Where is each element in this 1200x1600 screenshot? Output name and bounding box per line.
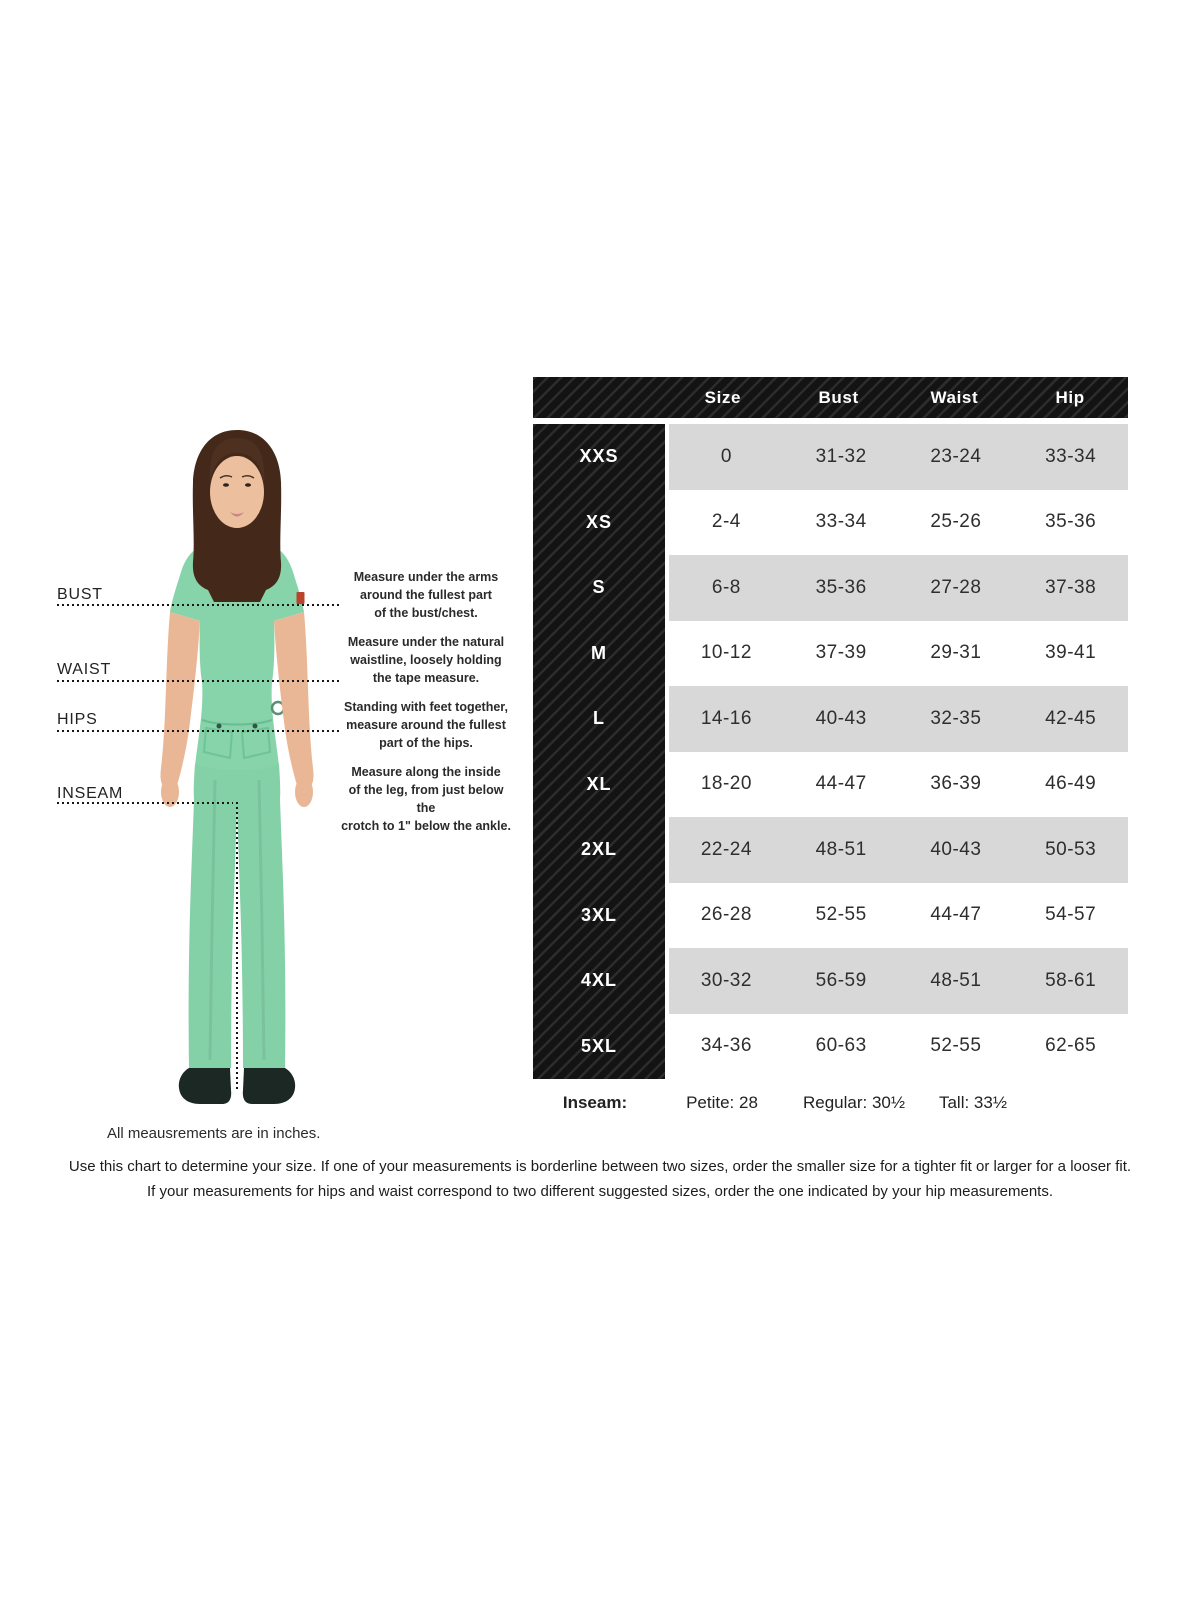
size-label: XS <box>585 511 612 532</box>
bust-value: 31-32 <box>815 445 867 467</box>
instruction-line: around the fullest part <box>360 588 492 602</box>
size-label: XL <box>586 773 612 794</box>
table-row-m <box>533 621 1128 687</box>
usage-note-line1: Use this chart to determine your size. If one of your measurements is borderline between two sizes, order the smaller size for a tighter fit or larger for a looser fit. <box>68 1158 1132 1175</box>
waist-value: 29-31 <box>930 642 982 664</box>
size-range-value: 10-12 <box>700 642 752 664</box>
hip-value: 54-57 <box>1045 904 1097 926</box>
size-label: 3XL <box>580 904 617 925</box>
waist-label: WAIST <box>57 661 112 678</box>
bust-dotted-line <box>57 604 340 606</box>
size-range-value: 6-8 <box>711 576 741 598</box>
table-row-4xl <box>533 948 1128 1014</box>
instruction-line: Standing with feet together, <box>344 700 508 714</box>
hip-value: 50-53 <box>1045 838 1097 860</box>
bust-label: BUST <box>57 586 103 603</box>
hip-value: 62-65 <box>1045 1035 1097 1057</box>
row-values <box>669 948 1128 1014</box>
hip-value: 46-49 <box>1045 773 1097 795</box>
inseam-row-label: Inseam: <box>562 1093 628 1112</box>
row-values <box>669 752 1128 818</box>
size-range-value: 2-4 <box>711 511 741 533</box>
hip-value: 37-38 <box>1045 576 1097 598</box>
waist-value: 23-24 <box>930 445 982 467</box>
table-row-3xl <box>533 883 1128 949</box>
size-label: M <box>591 642 607 663</box>
row-values <box>669 883 1128 949</box>
instruction-line: crotch to 1" below the ankle. <box>341 819 511 833</box>
size-range-value: 30-32 <box>700 969 752 991</box>
row-values <box>669 424 1128 490</box>
table-row-xs <box>533 490 1128 556</box>
table-body <box>533 424 1128 1079</box>
size-label: S <box>592 577 606 598</box>
size-label: 5XL <box>580 1035 617 1056</box>
table-row-xxs <box>533 424 1128 490</box>
instruction-line: Measure under the natural <box>347 635 505 649</box>
table-row-xl <box>533 752 1128 818</box>
waist-instructions <box>338 633 514 687</box>
hips-instructions <box>338 698 514 752</box>
waist-value: 32-35 <box>930 707 982 729</box>
size-range-value: 14-16 <box>700 707 752 729</box>
instruction-line: waistline, loosely holding <box>350 653 502 667</box>
table-row-s <box>533 555 1128 621</box>
instruction-line: Measure under the arms <box>353 570 499 584</box>
inseam-label: INSEAM <box>57 785 124 802</box>
hip-value: 58-61 <box>1045 969 1097 991</box>
bust-value: 44-47 <box>815 773 867 795</box>
row-values <box>669 686 1128 752</box>
size-range-value: 18-20 <box>700 773 752 795</box>
size-range-value: 0 <box>720 445 732 467</box>
size-label: XXS <box>579 446 619 467</box>
instruction-line: the tape measure. <box>372 671 480 685</box>
column-header-waist: Waist <box>930 387 979 407</box>
waist-value: 40-43 <box>930 838 982 860</box>
inseam-instructions <box>338 763 514 835</box>
inseam-row <box>533 1093 1128 1115</box>
inseam-regular-value: Regular: 30½ <box>802 1093 906 1112</box>
waist-value: 25-26 <box>930 511 982 533</box>
size-range-value: 22-24 <box>700 838 752 860</box>
hips-dotted-line <box>57 730 340 732</box>
bust-value: 35-36 <box>815 576 867 598</box>
row-values <box>669 817 1128 883</box>
hips-label: HIPS <box>57 711 98 728</box>
units-note: All meausrements are in inches. <box>107 1125 321 1142</box>
bust-value: 37-39 <box>815 642 867 664</box>
bust-value: 52-55 <box>815 904 867 926</box>
hip-value: 35-36 <box>1045 511 1097 533</box>
bust-value: 60-63 <box>815 1035 867 1057</box>
size-label: 4XL <box>580 970 617 991</box>
waist-dotted-line <box>57 680 340 682</box>
table-row-2xl <box>533 817 1128 883</box>
instruction-line: measure around the fullest <box>346 718 506 732</box>
inseam-petite-value: Petite: 28 <box>686 1093 758 1112</box>
table-header-row <box>533 377 1128 418</box>
size-range-value: 26-28 <box>700 904 752 926</box>
instruction-line: Measure along the inside <box>351 765 501 779</box>
row-values <box>669 555 1128 621</box>
instruction-line: of the bust/chest. <box>374 606 478 620</box>
usage-note-line2: If your measurements for hips and waist correspond to two different suggested sizes, order the one indicated by your hip measurements. <box>146 1183 1054 1200</box>
hip-value: 39-41 <box>1045 642 1097 664</box>
instruction-line: part of the hips. <box>379 736 473 750</box>
size-range-value: 34-36 <box>700 1035 752 1057</box>
column-header-bust: Bust <box>818 387 859 407</box>
column-header-hip: Hip <box>1055 387 1085 407</box>
inseam-dotted-line <box>57 802 233 804</box>
column-header-size: Size <box>704 387 742 407</box>
row-values <box>669 621 1128 687</box>
inseam-vertical-dotted-line <box>236 802 238 1092</box>
table-row-5xl <box>533 1014 1128 1080</box>
row-values <box>669 490 1128 556</box>
bust-value: 56-59 <box>815 969 867 991</box>
bust-value: 48-51 <box>815 838 867 860</box>
size-chart-table <box>533 377 1128 1115</box>
bust-value: 33-34 <box>815 511 867 533</box>
size-label: L <box>593 708 605 729</box>
waist-value: 27-28 <box>930 576 982 598</box>
waist-value: 52-55 <box>930 1035 982 1057</box>
bust-instructions <box>338 568 514 622</box>
bust-value: 40-43 <box>815 707 867 729</box>
inseam-tall-value: Tall: 33½ <box>938 1093 1008 1112</box>
waist-value: 48-51 <box>930 969 982 991</box>
size-label: 2XL <box>580 839 617 860</box>
row-values <box>669 1014 1128 1080</box>
waist-value: 44-47 <box>930 904 982 926</box>
hip-value: 33-34 <box>1045 445 1097 467</box>
waist-value: 36-39 <box>930 773 982 795</box>
instruction-line: of the leg, from just below the <box>348 783 504 815</box>
hip-value: 42-45 <box>1045 707 1097 729</box>
table-row-l <box>533 686 1128 752</box>
usage-note <box>0 1154 1200 1204</box>
